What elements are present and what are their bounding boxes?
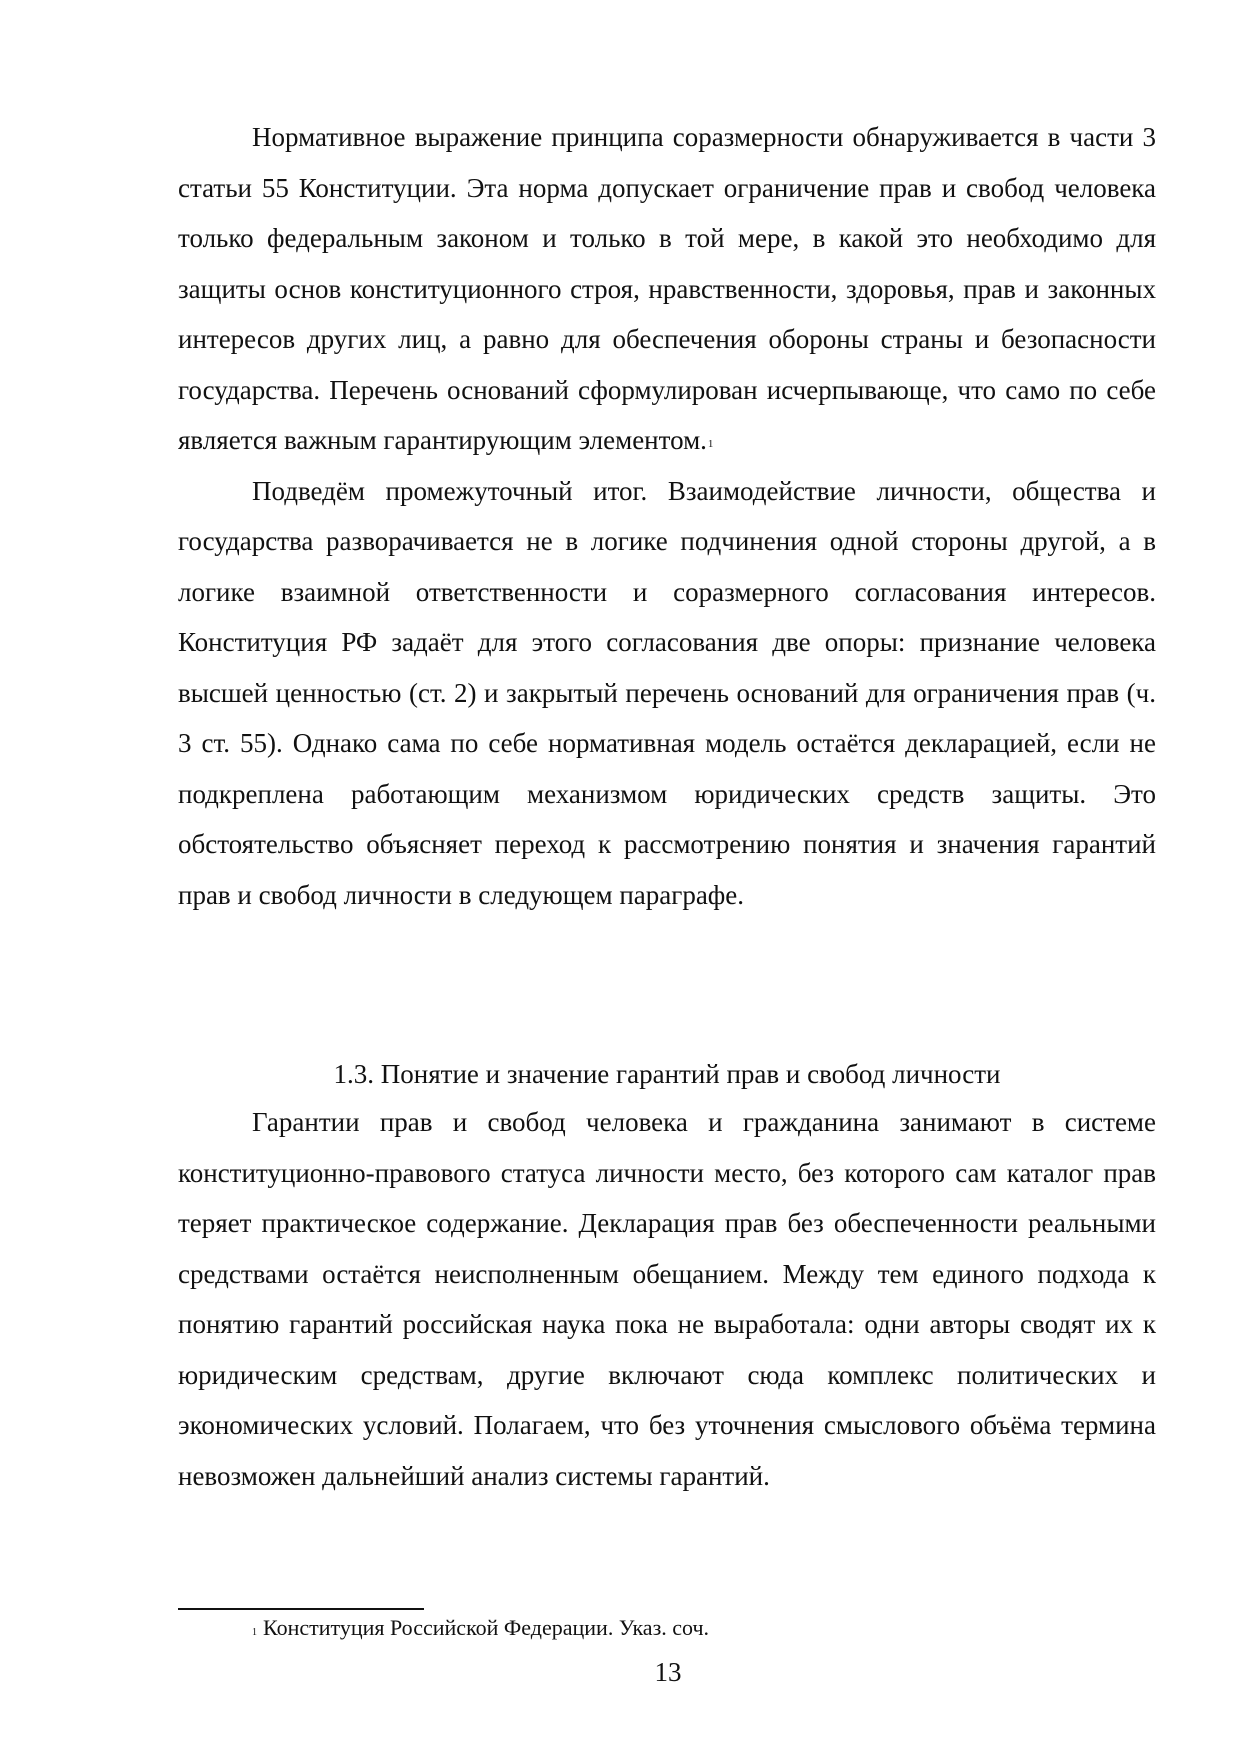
footnote-separator (178, 1608, 424, 1610)
footnote (252, 1613, 709, 1643)
page-number: 13 (654, 1657, 682, 1687)
body-text-bottom (178, 1097, 1156, 1501)
footnote-reference[interactable]: 1 (707, 438, 714, 450)
body-text-top (178, 112, 1156, 920)
paragraph-guarantees: Гарантии прав и свобод человека и гражданина занимают в системе конституционно-правового статуса личности место, без которого сам каталог прав теряет практическое содержание. Декларация прав без обеспеченности реальными средствами остаётся неисполненным обещанием. Между тем единого подхода к понятию гарантий российская наука пока не выработала: одни авторы сводят их к юридическим средствам, другие включают сюда комплекс политических и экономических условий. Полагаем, что без уточнения смыслового объёма термина невозможен дальнейший анализ системы гарантий. (178, 1107, 1156, 1491)
paragraph-interim-summary: Подведём промежуточный итог. Взаимодействие личности, общества и государства разворачивается не в логике подчинения одной стороны другой, а в логике взаимной ответственности и соразмерного согласования интересов. Конституция РФ задаёт для этого согласования две опоры: признание человека высшей ценностью (ст. 2) и закрытый перечень оснований для ограничения прав (ч. 3 ст. 55). Однако сама по себе нормативная модель остаётся декларацией, если не подкреплена работающим механизмом юридических средств защиты. Это обстоятельство объясняет переход к рассмотрению понятия и значения гарантий прав и свобод личности в следующем параграфе. (178, 475, 1156, 910)
paragraph-proportionality: Нормативное выражение принципа соразмерности обнаруживается в части 3 статьи 55 Конституции. Эта норма допускает ограничение прав и свобод человека только федеральным законом и только в той мере, в какой это необходимо для защиты основ конституционного строя, нравственности, здоровья, прав и законных интересов других лиц, а равно для обеспечения обороны страны и безопасности государства. Перечень оснований сформулирован исчерпывающе, что само по себе является важным гарантирующим элементом.$^1$ (178, 122, 1156, 455)
section-heading: 1.3. Понятие и значение гарантий прав и свобод личности (333, 1059, 1001, 1089)
footnote-text: Конституция Российской Федерации. Указ. соч. (263, 1615, 710, 1640)
footnote-number: 1 (252, 1627, 257, 1638)
